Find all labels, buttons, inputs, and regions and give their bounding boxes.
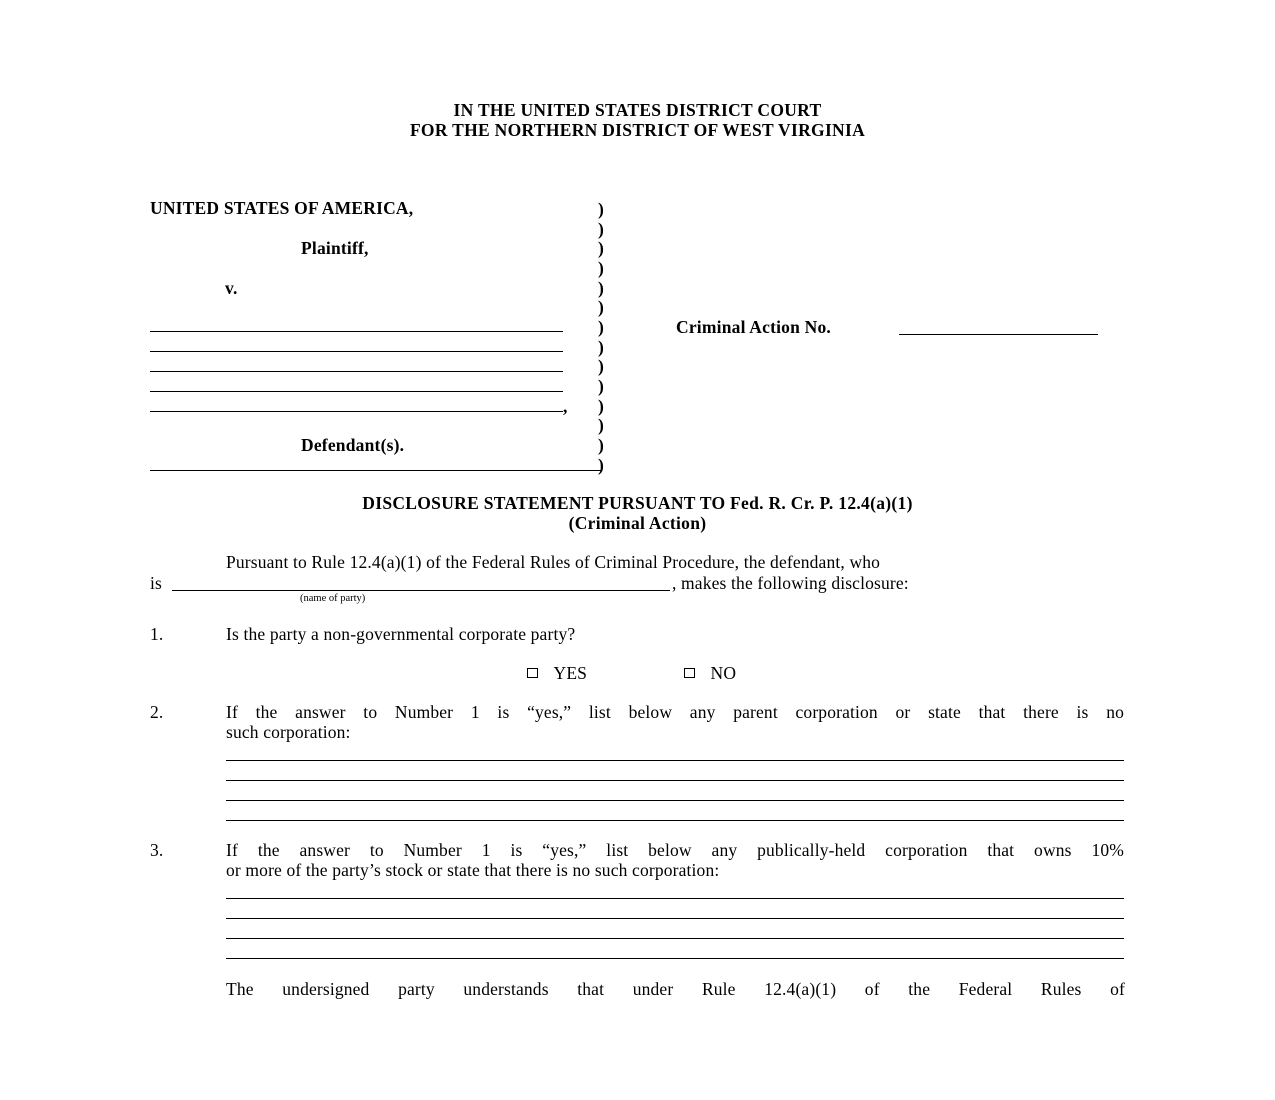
caption-paren-2: ) [598,219,604,239]
caption-paren-14: ) [598,455,604,475]
intro-is-word: is [150,573,162,593]
question-2-text-line-2: such corporation: [226,722,351,742]
case-number-label: Criminal Action No. [676,317,831,337]
question-2-answer-line-1[interactable] [226,760,1124,761]
intro-text: Pursuant to Rule 12.4(a)(1) of the Federal Rules of Criminal Procedure, the defendant, who [226,552,881,572]
question-2-number: 2. [150,702,164,722]
caption-paren-5: ) [598,278,604,298]
no-checkbox[interactable] [684,668,695,678]
party-name-hint: (name of party) [300,593,366,604]
defendant-name-line-5[interactable] [150,411,563,412]
case-number-field[interactable] [899,334,1098,335]
question-3-answer-line-1[interactable] [226,898,1124,899]
statement-title: DISCLOSURE STATEMENT PURSUANT TO Fed. R. Cr. P. 12.4(a)(1) [362,493,913,513]
question-3-answer-line-2[interactable] [226,918,1124,919]
defendant-name-line-2[interactable] [150,351,563,352]
caption-paren-9: ) [598,356,604,376]
no-label: NO [710,663,737,683]
court-header-line-1: IN THE UNITED STATES DISTRICT COURT [453,100,822,120]
question-2-answer-line-3[interactable] [226,800,1124,801]
closing-text: The undersigned party understands that under Rule 12.4(a)(1) of the Federal Rules of [226,979,1125,999]
question-2-answer-line-4[interactable] [226,820,1124,821]
intro-text-continued: , makes the following disclosure: [672,573,909,593]
plaintiff-label: Plaintiff, [301,238,369,258]
defendant-name-line-3[interactable] [150,371,563,372]
yes-label: YES [553,663,588,683]
caption-paren-3: ) [598,238,604,258]
caption-paren-6: ) [598,297,604,317]
question-3-answer-line-3[interactable] [226,938,1124,939]
question-2-text-line-1: If the answer to Number 1 is “yes,” list below any parent corporation or state that there is no [226,702,1124,722]
question-1-text: Is the party a non-governmental corporate party? [226,624,576,644]
caption-bottom-rule [150,470,601,471]
caption-paren-7: ) [598,317,604,337]
yes-option[interactable] [527,663,587,684]
defendant-label: Defendant(s). [301,435,405,455]
defendant-comma: , [563,396,568,416]
caption-paren-10: ) [598,376,604,396]
plaintiff-name: UNITED STATES OF AMERICA, [150,198,414,218]
statement-subtitle: (Criminal Action) [568,513,707,533]
yes-checkbox[interactable] [527,668,538,678]
question-2-answer-line-2[interactable] [226,780,1124,781]
caption-paren-12: ) [598,415,604,435]
caption-paren-8: ) [598,337,604,357]
question-3-answer-line-4[interactable] [226,958,1124,959]
defendant-name-line-4[interactable] [150,391,563,392]
question-1-number: 1. [150,624,164,644]
versus-label: v. [225,278,238,298]
no-option[interactable] [684,663,736,684]
caption-paren-1: ) [598,199,604,219]
question-3-number: 3. [150,840,164,860]
caption-paren-11: ) [598,396,604,416]
question-3-text-line-2: or more of the party’s stock or state that there is no such corporation: [226,860,720,880]
court-header-line-2: FOR THE NORTHERN DISTRICT OF WEST VIRGINIA [409,120,866,140]
caption-paren-13: ) [598,435,604,455]
question-3-text-line-1: If the answer to Number 1 is “yes,” list below any publically-held corporation that owns 10% [226,840,1124,860]
party-name-field[interactable] [172,590,670,591]
caption-paren-4: ) [598,258,604,278]
defendant-name-line-1[interactable] [150,331,563,332]
